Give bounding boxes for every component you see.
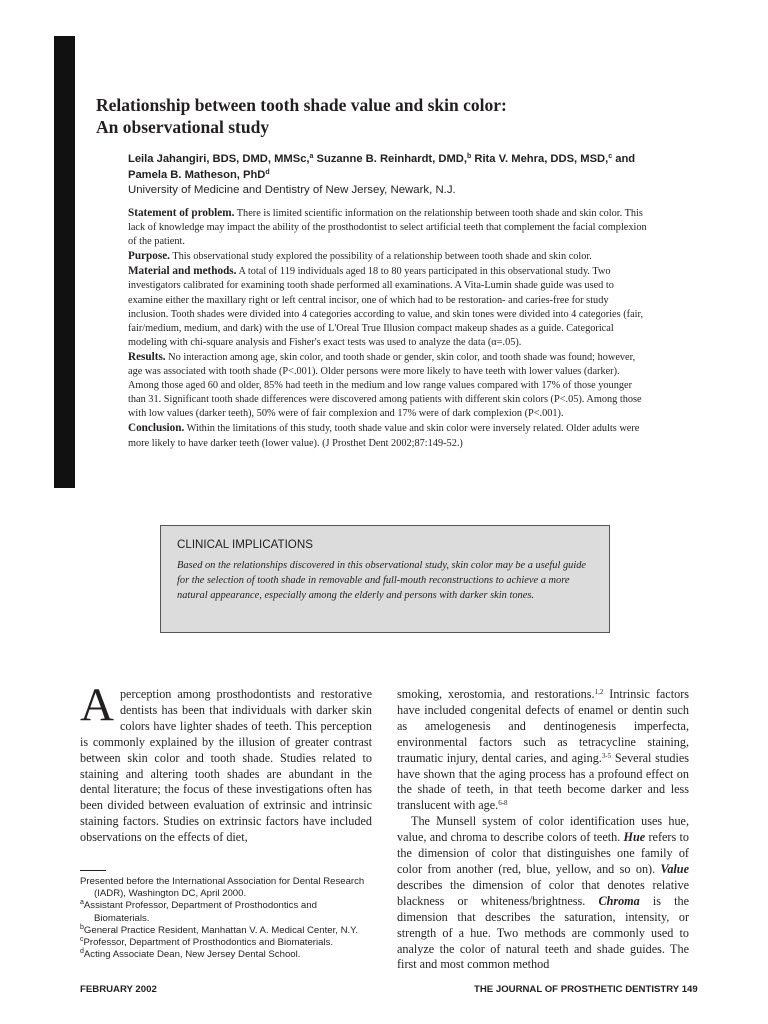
footer-journal-page: THE JOURNAL OF PROSTHETIC DENTISTRY 149	[474, 984, 698, 995]
footnote-text: Acting Associate Dean, New Jersey Dental School.	[83, 949, 301, 961]
reference-mark: 3-5	[601, 751, 612, 760]
body-text: The Munsell system of color identification uses hue, value, and chroma to describe colors of teeth.	[397, 814, 689, 845]
methods-text: A total of 119 individuals aged 18 to 80 years participated in this observational study. Two investigators calibrated for examining tooth shade performed all examinations. A Vita-Lumin shade guide was used to examine either the maxillary right or left central incisor, one of which had to be restoration- and caries-free for study inclusion. Tooth shades were divided into 4 categories according to value, and skin tones were divided into 4 categories (fair, fair/medium, medium, and dark) with the use of L'Oreal True Illusion compact makeup shades as a guide. Categorical modeling with chi-square analysis and Fisher's exact tests was used to analyze the data (α=.05).	[128, 266, 644, 348]
footnote-mark: c	[80, 936, 84, 944]
results-heading: Results.	[128, 350, 166, 363]
footnote-a	[80, 900, 372, 924]
purpose-heading: Purpose.	[128, 250, 170, 263]
footnote-mark: a	[80, 899, 84, 907]
clinical-implications-heading: CLINICAL IMPLICATIONS	[177, 538, 313, 551]
title-line-2: An observational study	[96, 117, 270, 137]
footnote-rule	[80, 870, 106, 871]
body-column-left	[80, 679, 372, 846]
purpose-text: This observational study explored the possibility of a relationship between tooth shade and skin color.	[169, 251, 592, 263]
term-value: Value	[660, 861, 689, 876]
footnote-text: General Practice Resident, Manhattan V. A. Medical Center, N.Y.	[83, 924, 359, 936]
abstract	[128, 206, 648, 451]
author-1: Leila Jahangiri, BDS, DMD, MMSc,	[128, 153, 310, 165]
body-text: describes the dimension of color that denotes relative blackness or whiteness/brightness.	[397, 877, 689, 908]
reference-mark: 6-8	[498, 799, 508, 808]
methods-heading: Material and methods.	[128, 265, 237, 278]
author-conjunction: and	[612, 153, 636, 165]
abstract-conclusion	[128, 421, 648, 450]
author-1-mark: a	[309, 153, 314, 160]
abstract-methods	[128, 264, 648, 350]
footnote-presented: Presented before the International Association for Dental Research (IADR), Washington DC, April 2000.	[80, 876, 365, 900]
footnote-mark: b	[80, 923, 84, 931]
footnote-b	[80, 925, 372, 937]
title-line-1: Relationship between tooth shade value and skin color:	[96, 95, 507, 115]
abstract-purpose	[128, 249, 648, 264]
abstract-results	[128, 350, 648, 421]
body-text: Intrinsic factors have included congenital defects of enamel or dentin such as amelogenesis and dentinogenesis imperfecta, environmental factors such as tetracycline staining, traumatic injury, dental caries, and aging.	[397, 687, 689, 765]
term-chroma: Chroma	[598, 893, 640, 908]
term-hue: Hue	[623, 830, 646, 845]
left-margin-bar	[54, 36, 75, 488]
author-3-mark: c	[608, 153, 613, 160]
body-text: is the dimension that describes the saturation, intensity, or strength of a hue. Two methods are commonly used to analyze the color of natural teeth and shade guides. The first and most common method	[397, 893, 689, 972]
body-column-right	[397, 687, 689, 973]
reference-mark: 1,2	[594, 688, 604, 696]
footnotes	[80, 876, 372, 961]
footnote-text: Professor, Department of Prosthodontics and Biomaterials.	[83, 937, 334, 949]
author-3: Rita V. Mehra, DDS, MSD,	[471, 153, 609, 165]
abstract-statement	[128, 206, 648, 249]
footnote-d	[80, 949, 372, 961]
author-2: Suzanne B. Reinhardt, DMD,	[313, 153, 467, 165]
footnote-mark: d	[80, 948, 84, 956]
drop-cap: A	[80, 679, 114, 731]
author-4-mark: d	[265, 168, 270, 176]
results-text: No interaction among age, skin color, and tooth shade or gender, skin color, and tooth shade was found; however, age was associated with tooth shade (P<.001). Older persons were more likely to have teeth with lower values (darker). Among those aged 60 and older, 85% had teeth in the medium and low range values compared with 17% of those younger than 31. Significant tooth shade differences were discovered among patients with different skin colors (P<.05). Among those with low values (darker teeth), 50% were of fair complexion and 17% were of dark complexion (P<.001).	[128, 351, 642, 420]
author-list	[128, 152, 658, 183]
author-4: Pamela B. Matheson, PhD	[128, 168, 266, 181]
body-intro-text: perception among prosthodontists and restorative dentists has been that individuals with darker skin colors have lighter shades of teeth. This perception is commonly explained by the illusion of greater contrast between skin color and tooth shade. Studies related to staining and altering tooth shades are abundant in the dental literature; the focus of these investigations often has been divided between evaluation of extrinsic and intrinsic staining factors. Studies on extrinsic factors have included observations on the effects of diet,	[80, 687, 372, 845]
clinical-implications-text: Based on the relationships discovered in this observational study, skin color may be a useful guide for the selection of tooth shade in removable and full-mouth reconstructions to achieve a more natural appearance, especially among the elderly and persons with darker skin tones.	[177, 560, 587, 601]
footnote-text: Assistant Professor, Department of Prosthodontics and Biomaterials.	[83, 900, 317, 924]
statement-heading: Statement of problem.	[128, 207, 235, 219]
footnote-c	[80, 937, 372, 949]
statement-text: There is limited scientific information on the relationship between tooth shade and skin color. This lack of knowledge may impact the ability of the prosthodontist to select artificial teeth that complement the facial complexion of the patient.	[128, 208, 647, 248]
conclusion-text: Within the limitations of this study, tooth shade value and skin color were inversely related. Older adults were more likely to have darker teeth (lower value). (J Prosthet Dent 2002;87:149-52.)	[128, 423, 640, 449]
article-title	[96, 94, 736, 138]
clinical-implications-box	[160, 525, 610, 633]
body-text: smoking, xerostomia, and restorations.	[397, 687, 595, 701]
author-2-mark: b	[466, 153, 472, 160]
body-text: refers to the dimension of color that distinguishes one family of color from another (red, blue, yellow, and so on).	[397, 830, 689, 876]
body-paragraph-2	[397, 814, 689, 973]
footer-date: FEBRUARY 2002	[80, 984, 157, 995]
conclusion-heading: Conclusion.	[128, 422, 185, 435]
body-paragraph-1	[397, 687, 689, 814]
affiliation: University of Medicine and Dentistry of New Jersey, Newark, N.J.	[128, 184, 456, 196]
body-text: Several studies have shown that the aging process has a profound effect on the shade of teeth, in that teeth become darker and less translucent with age.	[397, 750, 689, 813]
